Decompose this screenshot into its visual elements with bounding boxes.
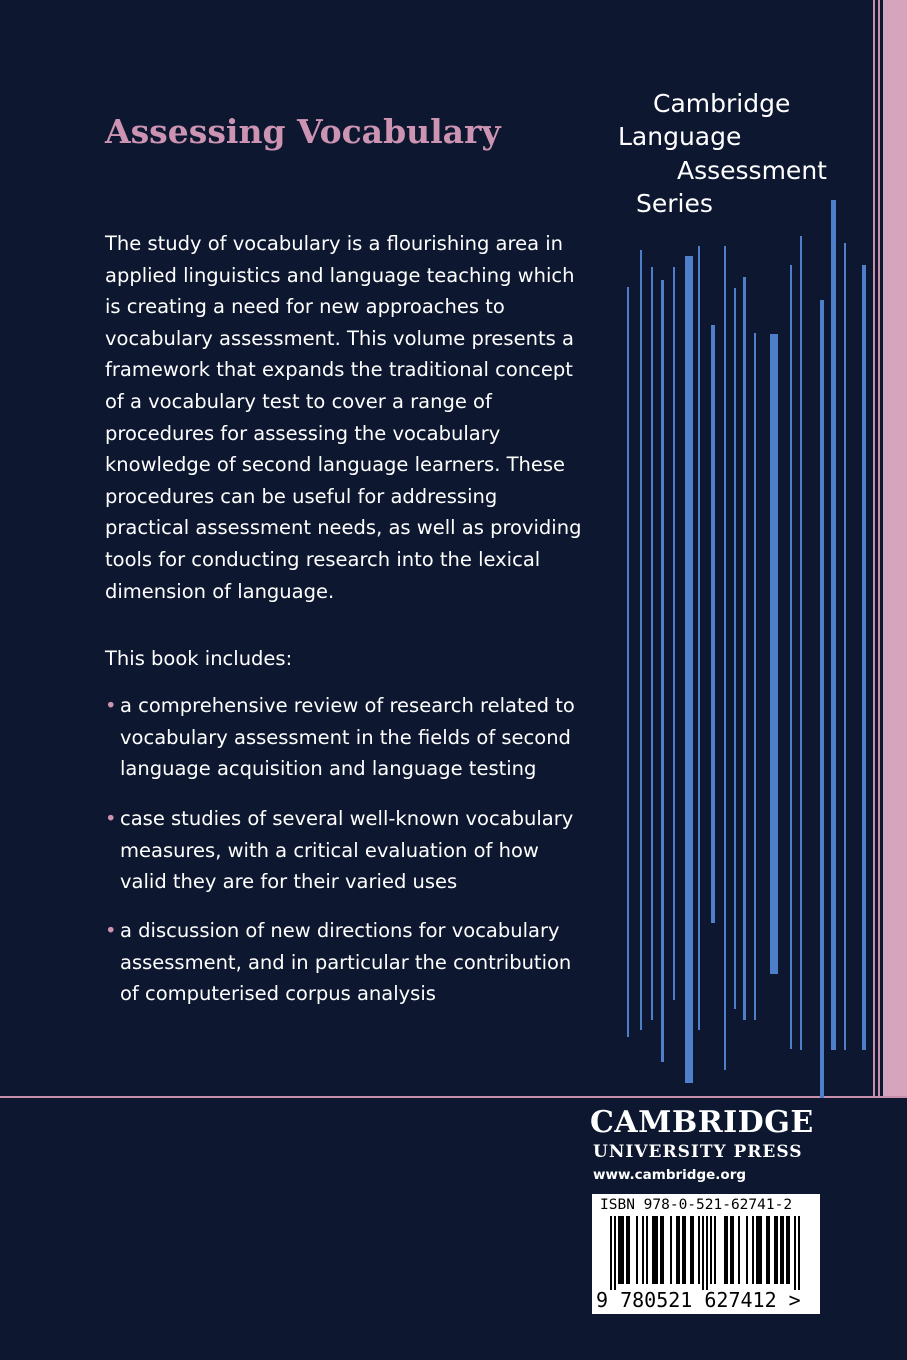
barcode-digits: 9 780521 627412 > — [596, 1288, 801, 1312]
isbn-label: ISBN 978-0-521-62741-2 — [600, 1197, 793, 1213]
series-title-line: Series — [636, 189, 713, 218]
barcode-bar — [756, 1216, 758, 1284]
barcode-bar — [702, 1216, 704, 1290]
barcode-bar — [654, 1216, 656, 1284]
barcode-bar — [774, 1216, 776, 1284]
barcode-bar — [642, 1216, 644, 1284]
spine-edge-line — [873, 0, 875, 1098]
barcode-bar — [726, 1216, 728, 1284]
includes-item-text: a discussion of new directions for vocabulary assessment, and in particular the contribution of computerised corpus analysis — [120, 919, 572, 1006]
barcode-bar — [788, 1216, 790, 1284]
barcode-bar — [626, 1216, 628, 1284]
decor-bar — [711, 325, 715, 923]
barcode-bar — [622, 1216, 624, 1284]
decor-bar — [640, 250, 642, 1030]
barcode-bar — [676, 1216, 678, 1284]
decor-bar — [754, 333, 756, 1020]
barcode-bar — [698, 1216, 700, 1284]
decor-bar — [661, 280, 664, 1062]
includes-list-item — [105, 915, 575, 1010]
barcode-bar — [690, 1216, 692, 1284]
decor-bar — [651, 267, 653, 1020]
includes-list-item — [105, 690, 575, 785]
barcode-bar — [678, 1216, 680, 1284]
barcode-bar — [656, 1216, 658, 1284]
barcode-bar — [620, 1216, 622, 1284]
decor-bar — [734, 288, 736, 1009]
barcode-bar — [776, 1216, 778, 1284]
publisher-logo-name: CAMBRIDGE — [590, 1105, 814, 1140]
decor-bar — [627, 287, 629, 1037]
barcode-bar — [768, 1216, 770, 1284]
series-title-line: Assessment — [677, 156, 827, 185]
barcode-bar — [724, 1216, 726, 1284]
barcode-bar — [636, 1216, 638, 1284]
includes-item-text: a comprehensive review of research related to vocabulary assessment in the fields of second language acquisition and language testing — [120, 694, 575, 781]
bullet-icon: • — [105, 919, 117, 942]
barcode-bar — [706, 1216, 708, 1290]
barcode-bar — [652, 1216, 654, 1284]
barcode-bar — [646, 1216, 648, 1284]
decor-bar — [800, 236, 802, 1050]
includes-item-text: case studies of several well-known vocabulary measures, with a critical evaluation of how valid they are for their varied uses — [120, 807, 574, 894]
barcode-bar — [752, 1216, 754, 1284]
barcode-bar — [794, 1216, 796, 1290]
decor-bar — [685, 256, 693, 1083]
barcode-bar — [746, 1216, 748, 1284]
barcode-bar — [798, 1216, 800, 1290]
decor-bar — [831, 200, 836, 1050]
horizontal-divider — [0, 1096, 907, 1098]
series-title-line: Language — [618, 122, 742, 151]
barcode-bar — [786, 1216, 788, 1284]
decor-bar — [698, 246, 700, 1030]
bullet-icon: • — [105, 694, 117, 717]
barcode-bar — [614, 1216, 616, 1290]
publisher-logo-subtitle: UNIVERSITY PRESS — [593, 1142, 803, 1162]
decor-bar — [862, 265, 866, 1050]
barcode-bar — [662, 1216, 664, 1284]
barcode-bar — [738, 1216, 740, 1284]
barcode-bar — [660, 1216, 662, 1284]
barcode-bar — [618, 1216, 620, 1284]
decor-bar — [724, 246, 726, 1070]
spine-edge-line — [878, 0, 880, 1098]
barcode-bar — [766, 1216, 768, 1284]
barcode-bar — [714, 1216, 716, 1284]
decor-bar — [844, 243, 846, 1050]
barcode-bar — [732, 1216, 734, 1284]
barcode-bar — [780, 1216, 782, 1284]
decor-bar — [743, 277, 746, 1020]
barcode-bar — [610, 1216, 612, 1290]
barcode-bar — [684, 1216, 686, 1284]
publisher-url: www.cambridge.org — [593, 1167, 747, 1183]
barcode-bar — [692, 1216, 694, 1284]
spine-edge-strip — [883, 0, 907, 1098]
barcode-bar — [730, 1216, 732, 1284]
book-description: The study of vocabulary is a flourishing area in applied linguistics and language teaching which is creating a need for new approaches to vocabulary assessment. This volume presents a framework that expands the traditional concept of a vocabulary test to cover a range of procedures for assessing the vocabulary knowledge of second language learners. These procedures can be useful for addressing practical assessment needs, as well as providing tools for conducting research into the lexical dimension of language. — [105, 232, 582, 603]
book-title: Assessing Vocabulary — [105, 112, 501, 151]
includes-heading: This book includes: — [105, 647, 293, 670]
barcode-bar — [628, 1216, 630, 1284]
barcode-bar — [782, 1216, 784, 1284]
barcode-bar — [710, 1216, 712, 1284]
series-title-line: Cambridge — [653, 89, 791, 118]
includes-list-item — [105, 803, 575, 898]
decor-bar — [820, 300, 824, 1098]
decor-bar — [790, 265, 792, 1049]
barcode-bar — [682, 1216, 684, 1284]
barcode-bar — [758, 1216, 760, 1284]
decor-bar — [673, 267, 675, 1000]
isbn-barcode — [592, 1194, 820, 1314]
barcode-bar — [670, 1216, 672, 1284]
decor-bar — [770, 334, 778, 974]
bullet-icon: • — [105, 807, 117, 830]
barcode-bar — [760, 1216, 762, 1284]
